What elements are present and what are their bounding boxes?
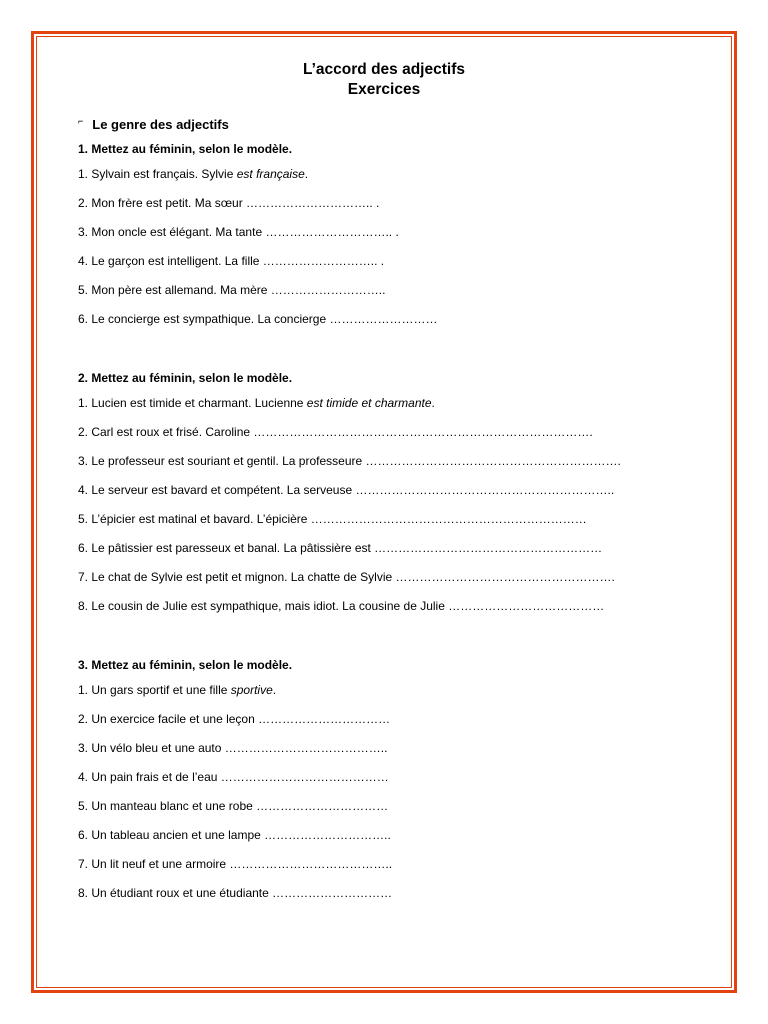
exercise-3 bbox=[78, 656, 708, 908]
worksheet bbox=[78, 60, 708, 908]
exercise-item: 1. Un gars sportif et une fille sportive. bbox=[78, 683, 277, 697]
exercise-item: 8. Un étudiant roux et une étudiante ………………………… bbox=[78, 886, 393, 900]
title-line-2: Exercices bbox=[347, 81, 421, 98]
exercise-item: 1. Lucien est timide et charmant. Lucienne est timide et charmante. bbox=[78, 396, 435, 410]
exercise-item: 3. Mon oncle est élégant. Ma tante ………………………….. . bbox=[78, 225, 399, 239]
exercise-item: 7. Un lit neuf et une armoire ………………………………….. bbox=[78, 857, 393, 871]
exercise-2 bbox=[78, 369, 708, 621]
title-line-1: L’accord des adjectifs bbox=[303, 61, 465, 78]
exercise-item: 6. Un tableau ancien et une lampe ………………………….. bbox=[78, 828, 391, 842]
model-answer: est française bbox=[236, 167, 305, 181]
exercise-1 bbox=[78, 140, 708, 334]
exercise-item: 2. Un exercice facile et une leçon …………………………… bbox=[78, 712, 391, 726]
exercise-item: 5. Un manteau blanc et une robe …………………………… bbox=[78, 799, 389, 813]
exercise-item: 2. Mon frère est petit. Ma sœur ………………………….. . bbox=[78, 196, 380, 210]
exercise-item: 5. Mon père est allemand. Ma mère ……………………….. bbox=[78, 283, 386, 297]
exercise-item: 1. Sylvain est français. Sylvie est française. bbox=[78, 167, 309, 181]
exercise-item: 3. Le professeur est souriant et gentil. La professeure ………………………………………………………. bbox=[78, 454, 621, 468]
exercise-item: 5. L’épicier est matinal et bavard. L’épicière …………………………………………………………… bbox=[78, 512, 587, 526]
section-heading-label: Le genre des adjectifs bbox=[92, 117, 229, 132]
section-heading bbox=[78, 116, 708, 134]
exercise-item: 4. Le garçon est intelligent. La fille ……………………….. . bbox=[78, 254, 385, 268]
exercise-title: 1. Mettez au féminin, selon le modèle. bbox=[78, 142, 293, 156]
model-answer: est timide et charmante bbox=[306, 396, 432, 410]
document-title bbox=[78, 60, 690, 100]
bullet-icon: ⌐ bbox=[78, 115, 84, 126]
exercise-title: 3. Mettez au féminin, selon le modèle. bbox=[78, 658, 293, 672]
exercise-item: 2. Carl est roux et frisé. Caroline …………………………………………………………………………. bbox=[78, 425, 593, 439]
model-answer: sportive bbox=[230, 683, 273, 697]
exercise-item: 4. Le serveur est bavard et compétent. La serveuse ……………………………………………………….. bbox=[78, 483, 615, 497]
exercise-item: 6. Le pâtissier est paresseux et banal. La pâtissière est ………………………………………………… bbox=[78, 541, 603, 555]
exercise-item: 3. Un vélo bleu et une auto ………………………………….. bbox=[78, 741, 388, 755]
exercise-item: 7. Le chat de Sylvie est petit et mignon. La chatte de Sylvie ………………………………………………. bbox=[78, 570, 615, 584]
exercise-title: 2. Mettez au féminin, selon le modèle. bbox=[78, 371, 293, 385]
exercise-item: 8. Le cousin de Julie est sympathique, mais idiot. La cousine de Julie ………………………………… bbox=[78, 599, 605, 613]
exercise-item: 6. Le concierge est sympathique. La concierge ……………………… bbox=[78, 312, 438, 326]
exercise-item: 4. Un pain frais et de l’eau …………………………………… bbox=[78, 770, 389, 784]
